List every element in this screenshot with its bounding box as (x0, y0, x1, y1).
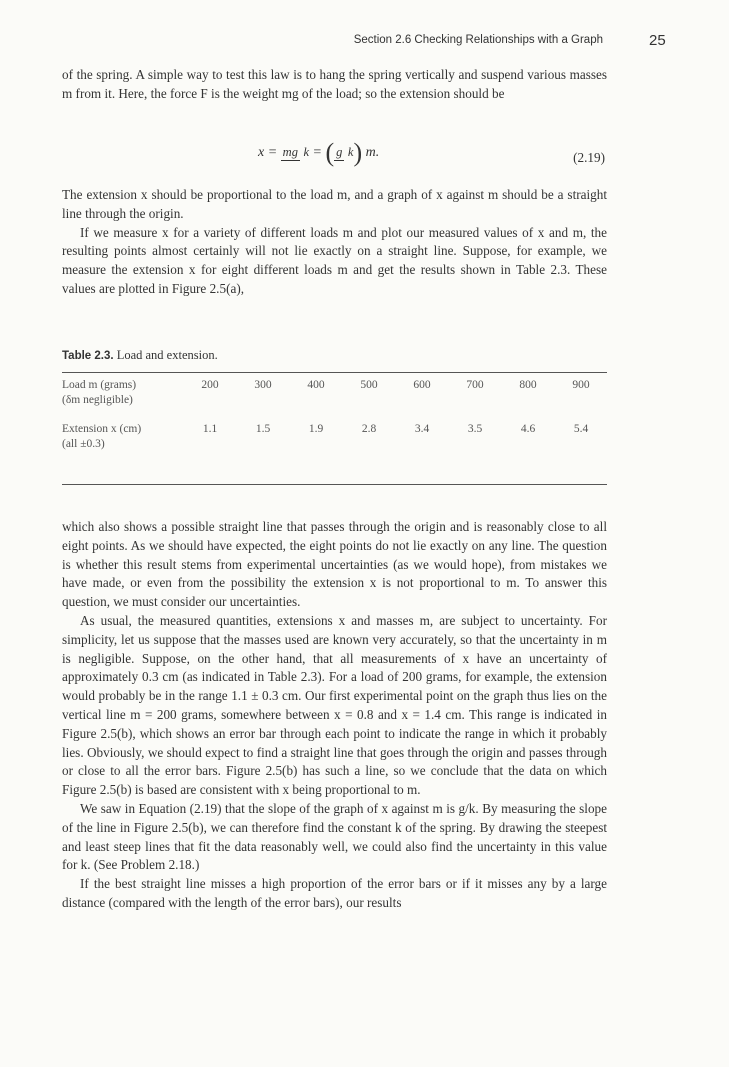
equation-2-19 (62, 140, 607, 180)
data-table (62, 378, 607, 466)
eq-fraction-2 (334, 145, 353, 161)
paragraph-3 (62, 518, 607, 913)
table-cell: 1.1 (202, 423, 218, 435)
paragraph-text: of the spring. A simple way to test this law is to hang the spring vertically and suspend various masses m from it. Here, the force F is the weight mg of the load; so the extension should be (62, 67, 607, 101)
table-cell: 3.4 (414, 423, 430, 435)
eq-paren-right: ) (353, 138, 363, 167)
table-cell: 500 (360, 379, 378, 391)
table-cell: 400 (307, 379, 325, 391)
eq-frac2-denominator: k (347, 145, 354, 160)
row-label (62, 422, 141, 452)
table-cell: 2.8 (361, 423, 377, 435)
eq-frac1-numerator: mg (282, 144, 298, 159)
table-cell: 200 (201, 379, 219, 391)
paragraph-1 (62, 66, 607, 104)
table-caption-text: Load and extension. (116, 348, 218, 362)
table-caption (62, 348, 218, 363)
table-cell: 800 (519, 379, 537, 391)
table-caption-label: Table 2.3. (62, 350, 114, 362)
row-label-line2: (all ±0.3) (62, 438, 105, 450)
eq-paren-left: ( (325, 138, 335, 167)
equation-number: (2.19) (573, 150, 605, 165)
eq-rhs: m. (365, 145, 380, 160)
page-number: 25 (649, 32, 666, 49)
paragraph-text: which also shows a possible straight line that passes through the origin and is reasonably close to all eight points. As we should have expected, the eight points do not lie exactly on any line. The question is whether this result stems from experimental uncertainties (as we would hope), from mistakes we have made, or even from the possibility the extension x is not proportional to m. To answer this question, we must consider our uncertainties. (62, 519, 607, 610)
table-cell: 5.4 (573, 423, 589, 435)
paragraph-text: The extension x should be proportional to the load m, and a graph of x against m should be a straight line through the origin. (62, 187, 607, 221)
eq-lhs: x = (258, 145, 278, 160)
table-row-extension (62, 422, 607, 466)
paragraph-text: As usual, the measured quantities, extensions x and masses m, are subject to uncertainty. For simplicity, let us suppose that the masses used are known very accurately, so that the uncertainty in m is negligible. Suppose, on the other hand, that all measurements of x have an uncertainty of approximately 0.3 cm (as indicated in Table 2.3). For a load of 200 grams, for example, the extension would probably be in the range 1.1 ± 0.3 cm. Our first experimental point on the graph thus lies on the vertical line m = 200 grams, somewhere between x = 0.8 and x = 1.4 cm. This range is indicated in Figure 2.5(b), which shows an error bar through each point to indicate the range in which it probably lies. Obviously, we should expect to find a straight line that goes through the origin and passes through or close to all the error bars. Figure 2.5(b) has such a line, so we conclude that the data on which Figure 2.5(b) is based are consistent with x being proportional to m. (62, 612, 607, 798)
table-cell: 600 (413, 379, 431, 391)
table-cell: 1.9 (308, 423, 324, 435)
table-cell: 3.5 (467, 423, 483, 435)
row-label-line1: Extension x (cm) (62, 423, 142, 435)
table-top-rule (62, 372, 607, 373)
table-cell: 700 (466, 379, 484, 391)
eq-frac1-denominator: k (303, 145, 310, 160)
paragraph-text: If the best straight line misses a high proportion of the error bars or if it misses any by a large distance (compared with the length of the error bars), our results (62, 876, 607, 910)
table-cell: 900 (572, 379, 590, 391)
table-cell: 1.5 (255, 423, 271, 435)
paragraph-2 (62, 186, 607, 299)
table-cell: 4.6 (520, 423, 536, 435)
row-label (62, 378, 136, 408)
section-title: Section 2.6 Checking Relationships with a Graph (353, 34, 603, 46)
table-row-load (62, 378, 607, 422)
running-header (0, 34, 729, 54)
table-cell: 300 (254, 379, 272, 391)
equation-formula (258, 140, 379, 166)
eq-equals: = (312, 145, 322, 160)
row-label-line2: (δm negligible) (62, 394, 133, 406)
table-bottom-rule (62, 484, 607, 485)
paragraph-text: If we measure x for a variety of different loads m and plot our measured values of x and m, the resulting points almost certainly will not lie exactly on a straight line. Suppose, for example, we measure the extension x for eight different loads m and get the results shown in Table 2.3. These values are plotted in Figure 2.5(a), (62, 224, 607, 296)
eq-fraction-1 (281, 145, 309, 161)
eq-frac2-numerator: g (336, 144, 343, 159)
row-label-line1: Load m (grams) (62, 379, 137, 391)
paragraph-text: We saw in Equation (2.19) that the slope of the graph of x against m is g/k. By measuring the slope of the line in Figure 2.5(b), we can therefore find the constant k of the spring. By drawing the steepest and least steep lines that fit the data reasonably well, we could also find the uncertainty in this value for k. (See Problem 2.18.) (62, 800, 607, 873)
